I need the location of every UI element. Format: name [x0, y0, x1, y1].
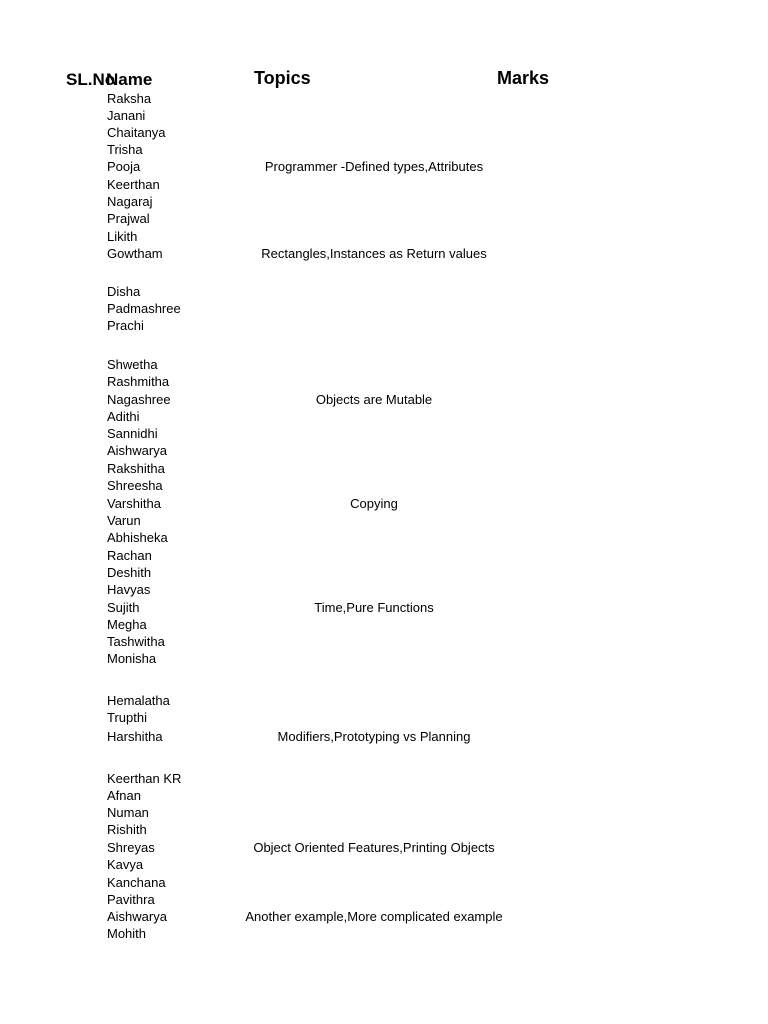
- name-cell: Kavya: [107, 857, 144, 872]
- name-cell: Pooja: [107, 159, 141, 174]
- name-cell: Gowtham: [107, 246, 163, 261]
- name-cell: Megha: [107, 617, 147, 632]
- name-cell: Prajwal: [107, 211, 150, 226]
- name-cell: Nagaraj: [107, 194, 153, 209]
- topic-cell-text: Another example,More complicated example: [245, 909, 503, 924]
- name-cell: Janani: [107, 108, 146, 123]
- name-cell: Adithi: [107, 409, 140, 424]
- name-cell: Tashwitha: [107, 634, 165, 649]
- topic-cell: Object Oriented Features,Printing Objects: [253, 840, 495, 855]
- header-name: Name: [106, 70, 153, 89]
- name-cell: Harshitha: [107, 729, 163, 744]
- topic-cell: Time,Pure Functions: [314, 600, 434, 615]
- name-cell: Pavithra: [107, 892, 155, 907]
- topic-cell: [245, 909, 503, 925]
- header-marks: Marks: [497, 68, 550, 88]
- name-cell: Sujith: [107, 600, 140, 615]
- topic-cell: Rectangles,Instances as Return values: [261, 246, 487, 261]
- topic-cell: Programmer -Defined types,Attributes: [264, 159, 484, 174]
- name-cell: Rashmitha: [107, 374, 170, 389]
- name-cell: Varun: [107, 513, 141, 528]
- name-cell: Havyas: [107, 582, 151, 597]
- name-cell: Likith: [107, 229, 138, 244]
- name-cell: Hemalatha: [107, 693, 170, 708]
- name-cell: Keerthan KR: [107, 771, 182, 786]
- name-cell: Numan: [107, 805, 149, 820]
- name-cell: Padmashree: [107, 301, 181, 316]
- name-cell: Abhisheka: [107, 530, 168, 545]
- name-cell: Prachi: [107, 318, 144, 333]
- name-cell: Varshitha: [107, 496, 161, 511]
- name-cell: Rakshitha: [107, 461, 165, 476]
- name-cell: Keerthan: [107, 177, 160, 192]
- name-cell: Rachan: [107, 548, 152, 563]
- name-cell: Deshith: [107, 565, 152, 580]
- name-cell: Monisha: [107, 651, 157, 666]
- name-cell: Rishith: [107, 822, 147, 837]
- name-cell: Shreyas: [107, 840, 155, 855]
- name-cell: Aishwarya: [107, 909, 167, 924]
- name-cell: Mohith: [107, 926, 147, 941]
- name-cell: Trupthi: [107, 710, 147, 725]
- name-cell: Raksha: [107, 91, 152, 106]
- topic-cell: Objects are Mutable: [315, 392, 433, 407]
- name-cell: Aishwarya: [107, 443, 167, 458]
- name-cell: Nagashree: [107, 392, 171, 407]
- header-slno: SL.No: [66, 70, 116, 89]
- name-cell: Shwetha: [107, 357, 158, 372]
- name-cell: Afnan: [107, 788, 141, 803]
- name-cell: Shreesha: [107, 478, 163, 493]
- name-cell: Kanchana: [107, 875, 166, 890]
- name-cell: Trisha: [107, 142, 143, 157]
- name-cell: Chaitanya: [107, 125, 166, 140]
- header-topics: Topics: [254, 68, 311, 88]
- name-cell: Sannidhi: [107, 426, 158, 441]
- name-cell: Disha: [107, 284, 141, 299]
- topic-cell: Modifiers,Prototyping vs Planning: [277, 729, 471, 744]
- topic-cell: Copying: [350, 496, 398, 511]
